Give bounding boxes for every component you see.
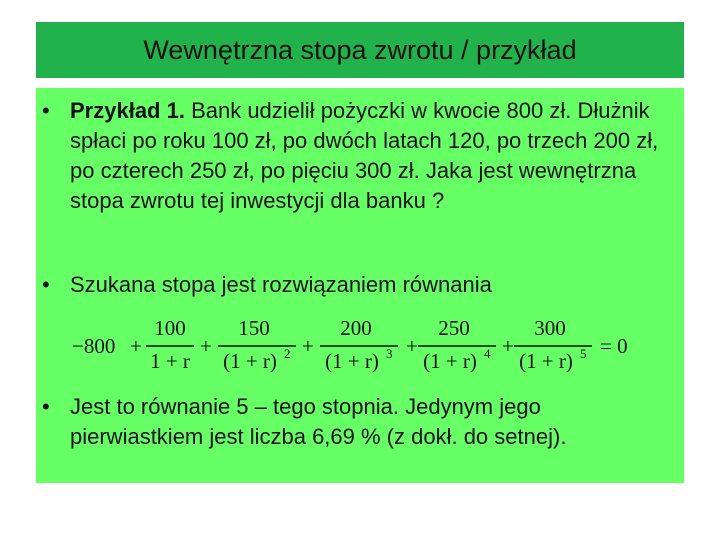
equation-plus: + (502, 334, 514, 358)
equation-rhs: = 0 (600, 334, 628, 358)
term-2-exponent: 2 (284, 346, 291, 361)
bullet-equation-intro (36, 270, 676, 300)
bullet-example (36, 96, 676, 246)
term-1-numerator: 100 (154, 316, 186, 340)
slide-title: Wewnętrzna stopa zwrotu / przykład (143, 34, 577, 65)
equation-lead: −800 (72, 334, 116, 358)
bullet-conclusion (36, 392, 676, 452)
equation-plus: + (406, 334, 418, 358)
term-5-exponent: 5 (580, 346, 587, 361)
term-4-exponent: 4 (484, 346, 491, 361)
term-3-numerator: 200 (340, 316, 372, 340)
equation (72, 316, 672, 376)
term-1-denominator: 1 + r (150, 349, 190, 373)
term-5-numerator: 300 (534, 316, 566, 340)
term-2-denominator: (1 + r) (223, 349, 277, 373)
bullet-marker: • (42, 272, 50, 297)
bullet-text: Szukana stopa jest rozwiązaniem równania (70, 272, 492, 297)
term-5-denominator: (1 + r) (519, 349, 573, 373)
bullet-marker: • (42, 98, 50, 123)
term-3-exponent: 3 (386, 346, 393, 361)
example-text: Bank udzielił pożyczki w kwocie 800 zł. Dłużnik spłaci po roku 100 zł, po dwóch latach 120, po trzech 200 zł, po czterech 250 zł, po pięciu 300 zł. Jaka jest wewnętrzna stopa zwrotu tej inwestycji dla banku ? (70, 98, 659, 213)
content-area (36, 88, 684, 483)
equation-plus: + (200, 334, 212, 358)
bullet-text (70, 96, 670, 216)
term-4-numerator: 250 (438, 316, 470, 340)
equation-plus: + (130, 334, 142, 358)
title-bar (36, 22, 684, 78)
equation-svg (72, 316, 672, 376)
term-3-denominator: (1 + r) (325, 349, 379, 373)
bullet-text: Jest to równanie 5 – tego stopnia. Jedynym jego pierwiastkiem jest liczba 6,69 % (z dokł. do setnej). (70, 394, 567, 449)
term-4-denominator: (1 + r) (423, 349, 477, 373)
bullet-marker: • (42, 394, 50, 419)
example-label: Przykład 1. (70, 98, 185, 123)
equation-plus: + (302, 334, 314, 358)
term-2-numerator: 150 (238, 316, 270, 340)
